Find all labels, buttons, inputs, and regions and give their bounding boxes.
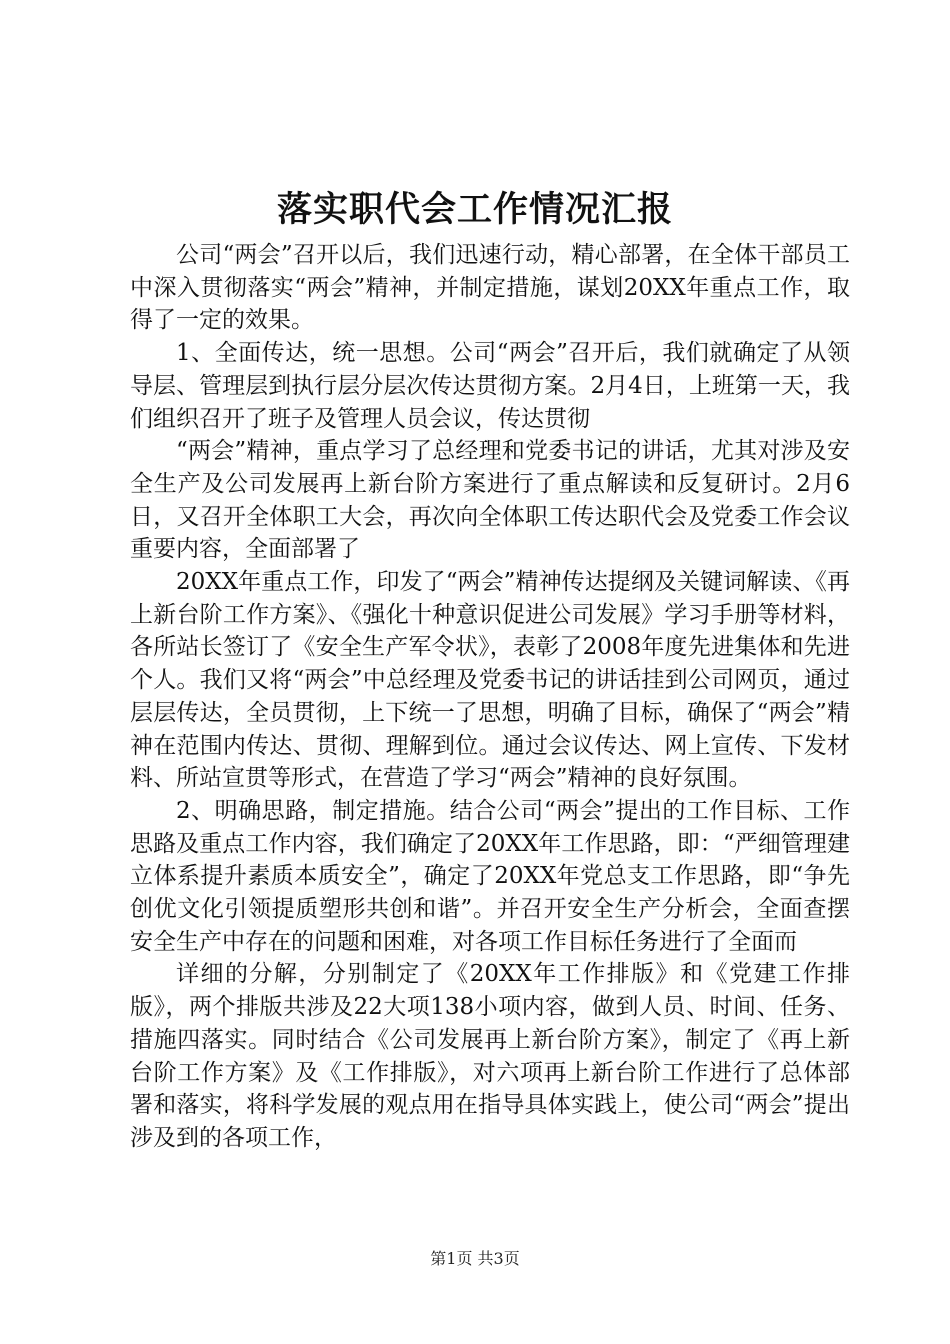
document-title: 落实职代会工作情况汇报 bbox=[276, 189, 673, 230]
paragraph-section-2-cont: 详细的分解，分别制定了《20XX年工作排版》和《党建工作排版》，两个排版共涉及22大项138小项内容，做到人员、时间、任务、措施四落实。同时结合《公司发展再上新台阶方案》，制定了《再上新台阶工作方案》及《工作排版》，对六项再上新台阶工作进行了总体部署和落实，将科学发展的观点用在指导具体实践上，使公司“两会”提出涉及到的各项工作， bbox=[130, 961, 850, 1151]
paragraph-section-2: 2、明确思路，制定措施。结合公司“两会”提出的工作目标、工作思路及重点工作内容，我们确定了20XX年工作思路，即：“严细管理建立体系提升素质本质安全”，确定了20XX年党总支工作思路，即“争先创优文化引领提质塑形共创和谐”。并召开安全生产分析会，全面查摆安全生产中存在的问题和困难，对各项工作目标任务进行了全面而 bbox=[130, 797, 850, 955]
paragraph-section-1-detail: 20XX年重点工作，印发了“两会”精神传达提纲及关键词解读、《再上新台阶工作方案》、《强化十种意识促进公司发展》学习手册等材料，各所站长签订了《安全生产军令状》，表彰了2008年度先进集体和先进个人。我们又将“两会”中总经理及党委书记的讲话挂到公司网页，通过层层传达，全员贯彻，上下统一了思想，明确了目标，确保了“两会”精神在范围内传达、贯彻、理解到位。通过会议传达、网上宣传、下发材料、所站宣贯等形式，在营造了学习“两会”精神的良好氛围。 bbox=[130, 569, 850, 792]
paragraph-section-1-cont: “两会”精神，重点学习了总经理和党委书记的讲话，尤其对涉及安全生产及公司发展再上新台阶方案进行了重点解读和反复研讨。2月6日，又召开全体职工大会，再次向全体职工传达职代会及党委工作会议重要内容，全面部署了 bbox=[130, 438, 850, 563]
paragraph-intro: 公司“两会”召开以后，我们迅速行动，精心部署，在全体干部员工中深入贯彻落实“两会”精神，并制定措施，谋划20XX年重点工作，取得了一定的效果。 bbox=[130, 242, 850, 334]
page-number-footer: 第1页 共3页 bbox=[430, 1249, 520, 1268]
paragraph-section-1: 1、全面传达，统一思想。公司“两会”召开后，我们就确定了从领导层、管理层到执行层分层次传达贯彻方案。2月4日，上班第一天，我们组织召开了班子及管理人员会议，传达贯彻 bbox=[130, 340, 850, 432]
document-body bbox=[130, 239, 850, 1155]
